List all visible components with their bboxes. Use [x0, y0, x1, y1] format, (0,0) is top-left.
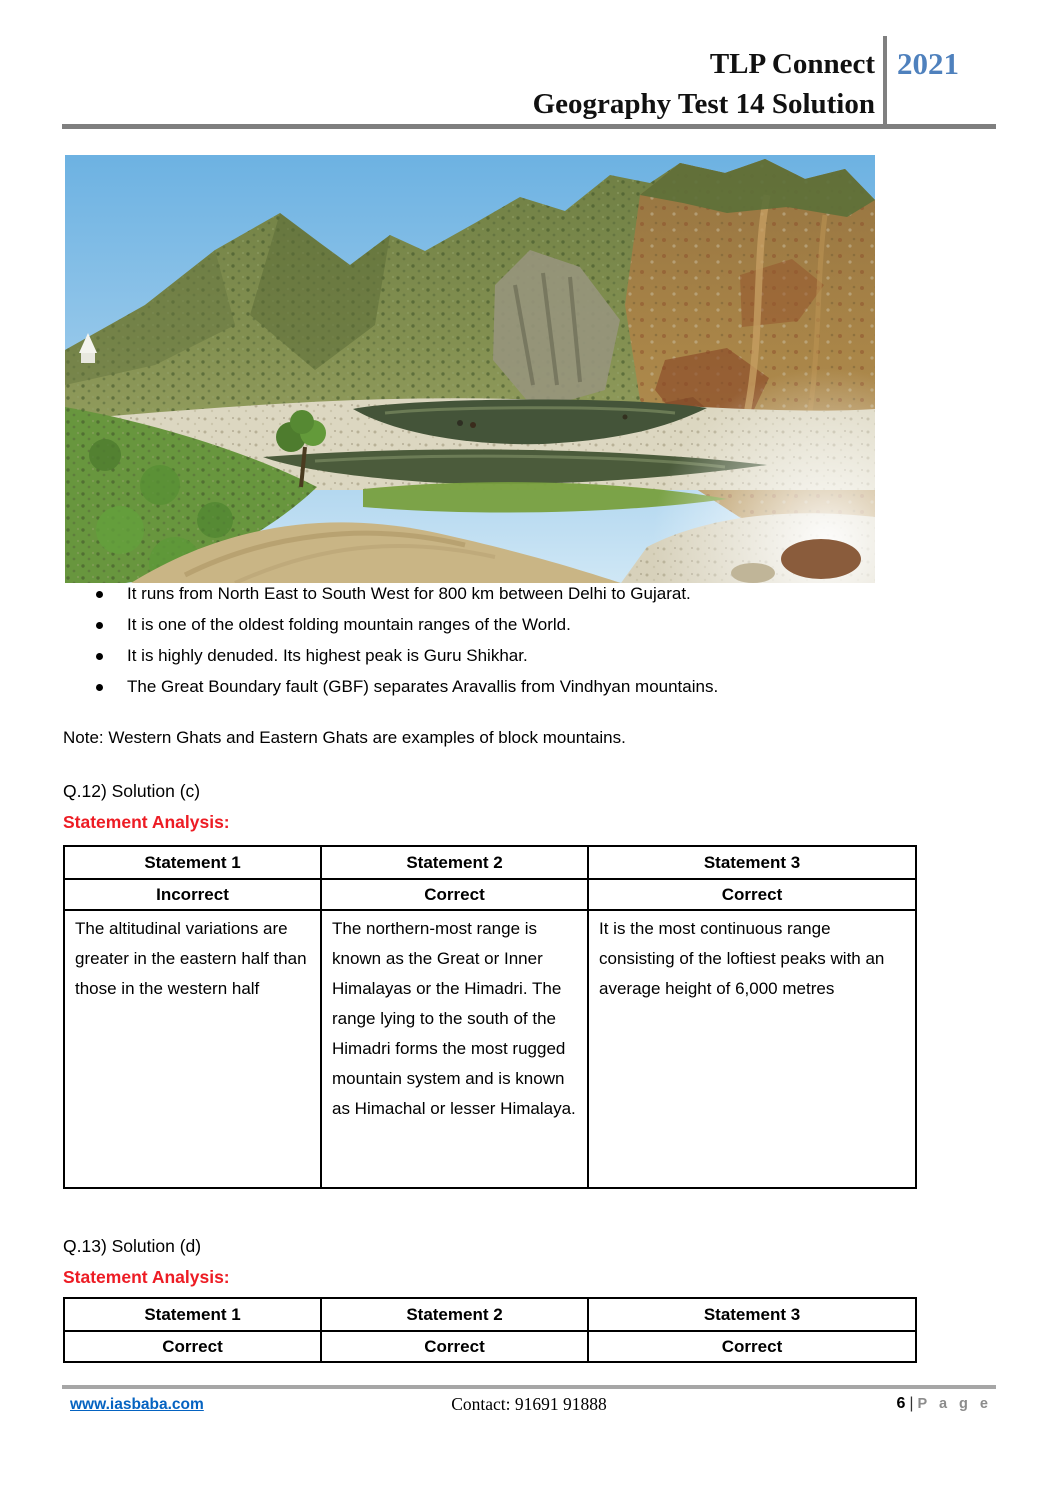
q12-verdict-2: Correct — [321, 879, 588, 910]
q13-header-statement-2: Statement 2 — [321, 1298, 588, 1331]
bullet-item: It is one of the oldest folding mountain ranges of the World. — [63, 616, 923, 634]
page-label: P a g e — [917, 1396, 992, 1412]
q12-statement-analysis-label: Statement Analysis: — [63, 812, 230, 832]
table-header-row — [64, 846, 916, 879]
page-number: 6 — [896, 1395, 906, 1412]
bullet-item: It runs from North East to South West for 800 km between Delhi to Gujarat. — [63, 585, 923, 603]
q12-detail-3: It is the most continuous range consisting of the loftiest peaks with an average height of 6,000 metres — [588, 910, 916, 1188]
table-detail-row — [64, 910, 916, 1188]
bullet-list — [63, 585, 923, 709]
header-vertical-divider — [883, 36, 887, 126]
landscape-photo — [65, 155, 875, 583]
q13-header-statement-1: Statement 1 — [64, 1298, 321, 1331]
q12-verdict-3: Correct — [588, 879, 916, 910]
q13-verdict-3: Correct — [588, 1331, 916, 1362]
note-text: Note: Western Ghats and Eastern Ghats are examples of block mountains. — [63, 728, 626, 747]
document-title — [533, 44, 875, 124]
page-separator: | — [909, 1395, 914, 1412]
table-verdict-row — [64, 1331, 916, 1362]
q12-header-statement-3: Statement 3 — [588, 846, 916, 879]
q12-header-statement-2: Statement 2 — [321, 846, 588, 879]
table-verdict-row — [64, 879, 916, 910]
q13-verdict-2: Correct — [321, 1331, 588, 1362]
year-label: 2021 — [897, 46, 959, 81]
q12-detail-2: The northern-most range is known as the Great or Inner Himalayas or the Himadri. The range lying to the south of the Himadri forms the most rugged mountain system and is known as Himachal or lesser Himalaya. — [321, 910, 588, 1188]
website-link[interactable]: www.iasbaba.com — [70, 1396, 204, 1413]
table-header-row — [64, 1298, 916, 1331]
bullet-item: The Great Boundary fault (GBF) separates Aravallis from Vindhyan mountains. — [63, 678, 923, 696]
q12-detail-1: The altitudinal variations are greater in the eastern half than those in the western half — [64, 910, 321, 1188]
contact-text: Contact: 91691 91888 — [451, 1394, 607, 1414]
page-indicator — [896, 1395, 992, 1413]
q13-heading: Q.13) Solution (d) — [63, 1236, 202, 1256]
q12-header-statement-1: Statement 1 — [64, 846, 321, 879]
q13-header-statement-3: Statement 3 — [588, 1298, 916, 1331]
q12-statement-table — [63, 845, 917, 1189]
title-line-1: TLP Connect — [709, 48, 875, 80]
footer-rule — [62, 1385, 996, 1389]
q13-verdict-1: Correct — [64, 1331, 321, 1362]
bullet-item: It is highly denuded. Its highest peak is Guru Shikhar. — [63, 647, 923, 665]
q13-statement-table — [63, 1297, 917, 1363]
q12-heading: Q.12) Solution (c) — [63, 781, 201, 801]
title-line-2: Geography Test 14 Solution — [532, 88, 875, 120]
q13-statement-analysis-label: Statement Analysis: — [63, 1267, 230, 1287]
q12-verdict-1: Incorrect — [64, 879, 321, 910]
header-rule — [62, 124, 996, 129]
